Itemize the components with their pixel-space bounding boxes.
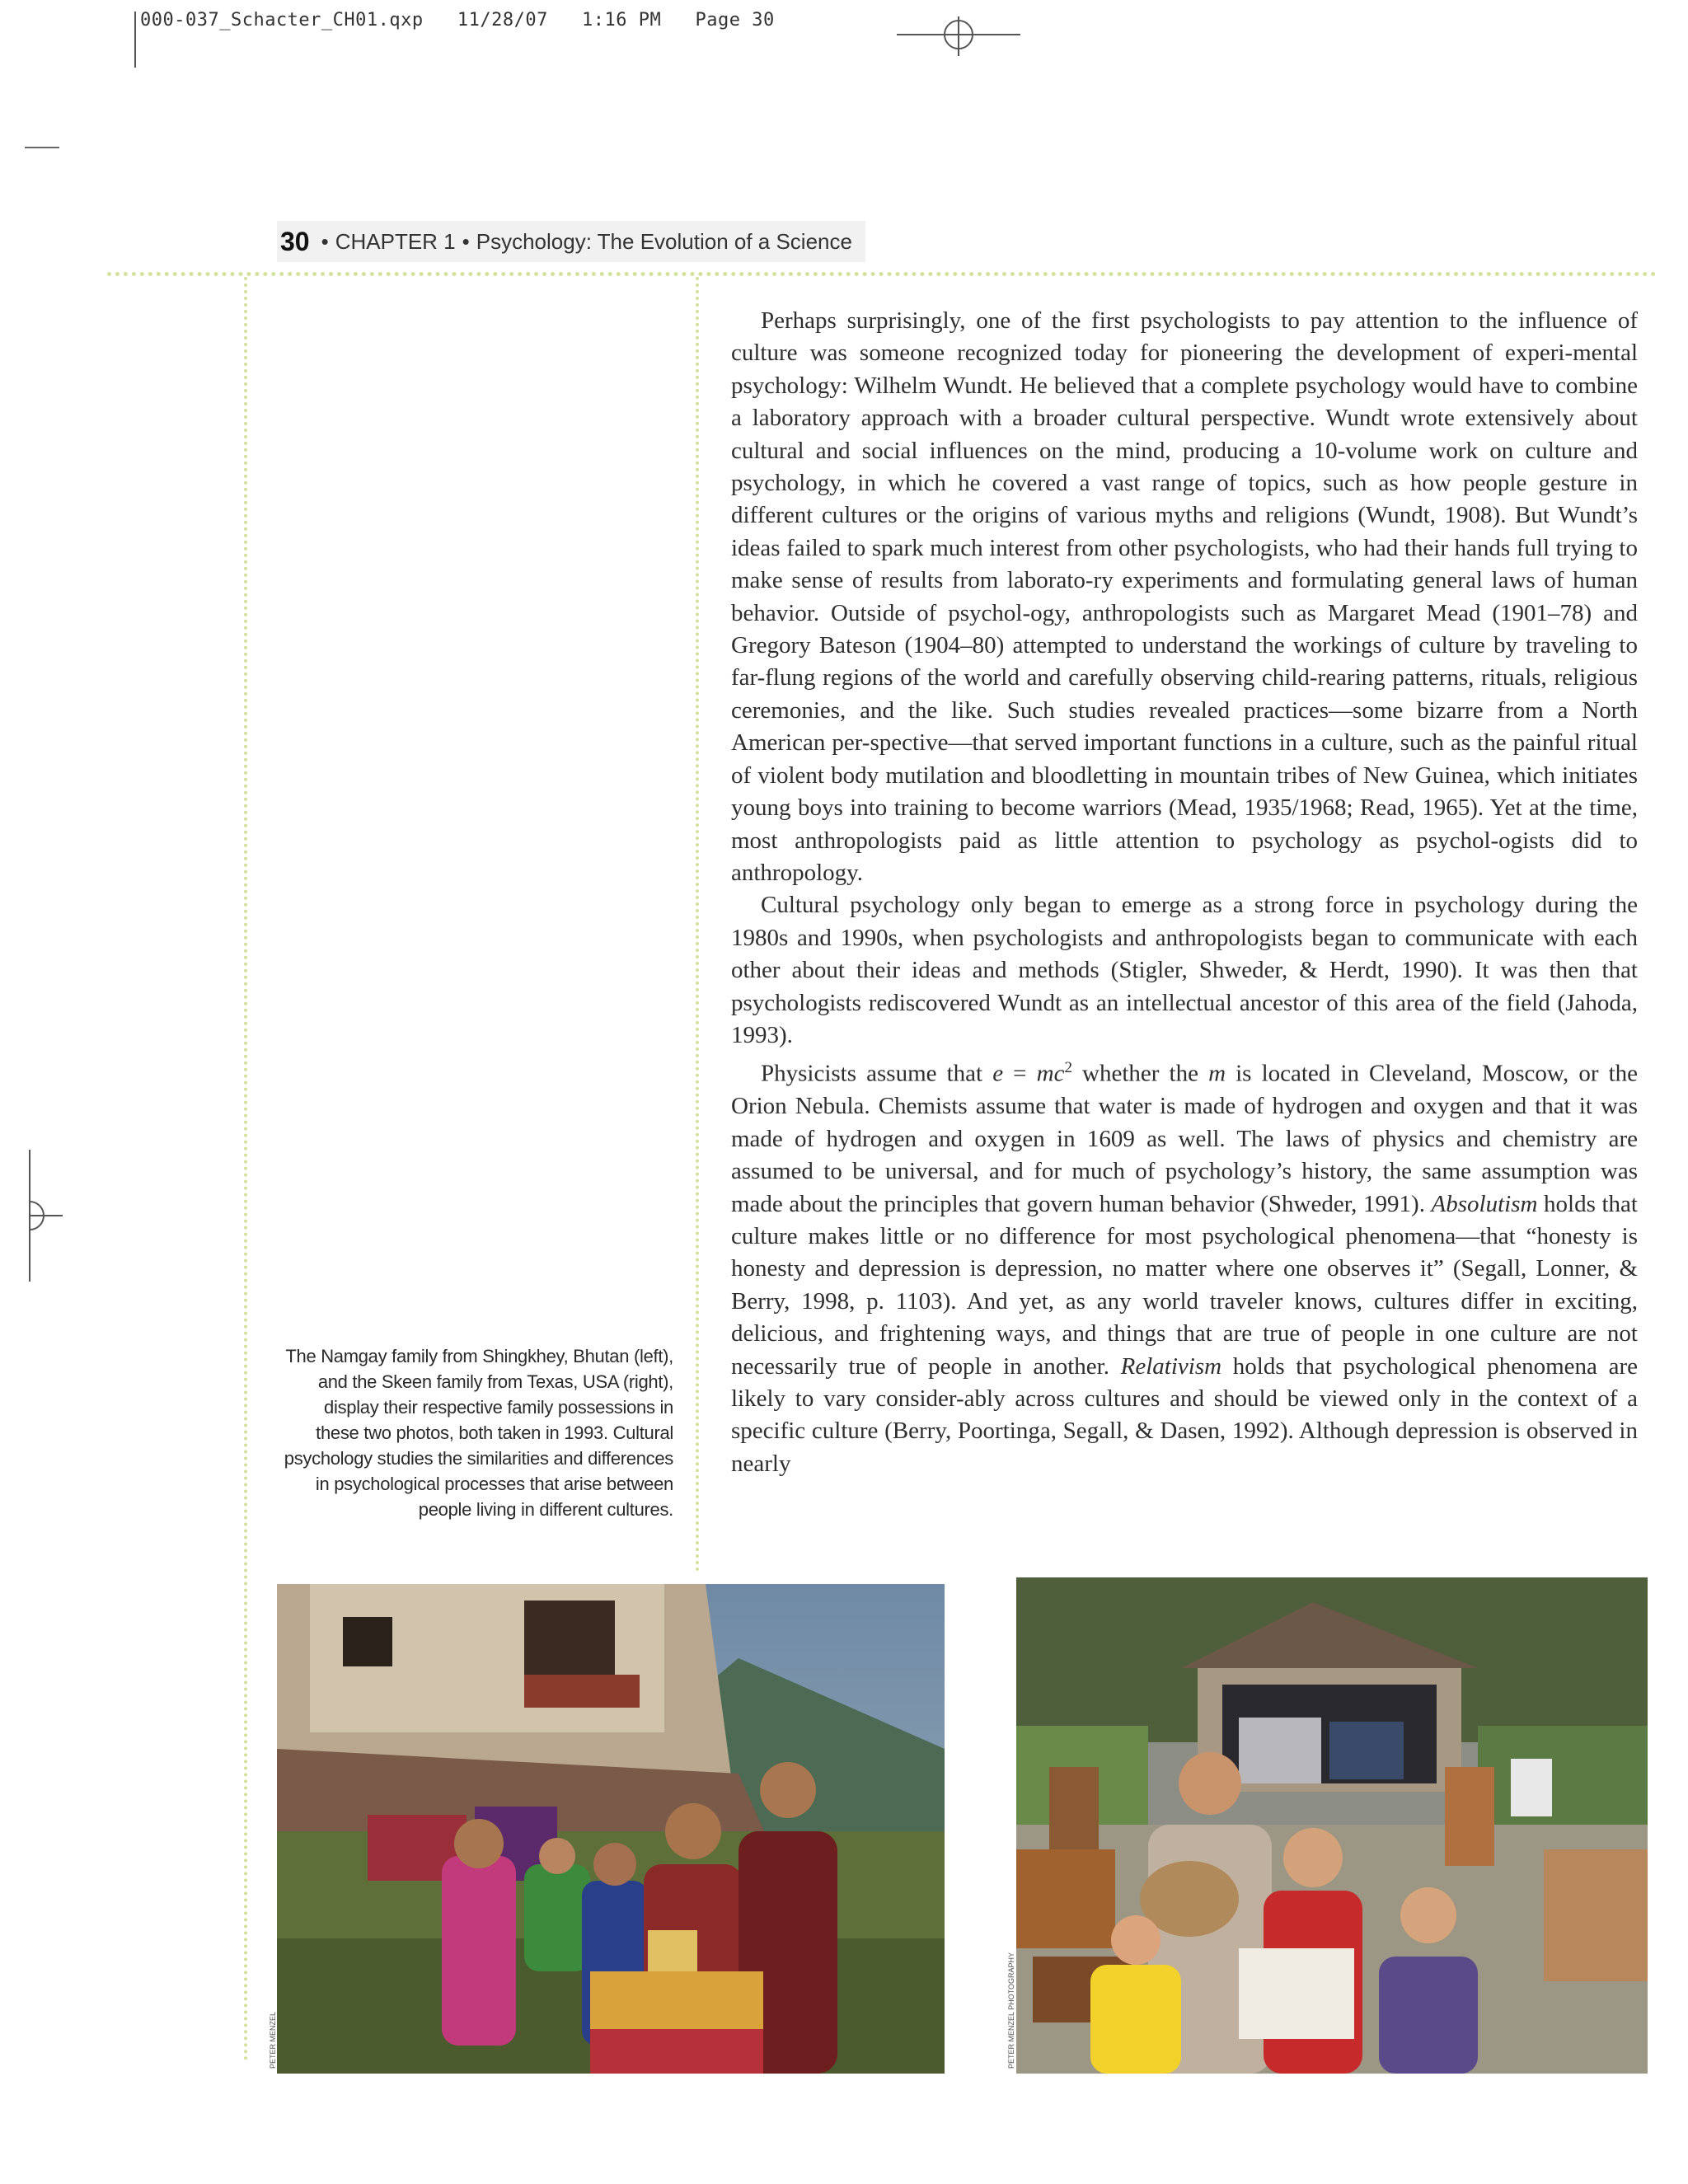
dotted-rule-horizontal xyxy=(107,272,1657,276)
registration-mark-icon xyxy=(16,1150,66,1282)
running-head xyxy=(277,221,865,262)
slug-bar xyxy=(134,12,136,68)
paragraph: Physicists assume that $e = mc^2$ whether the m is located in Cleveland, Moscow, or the Orion Nebula. Chemists assume that water is made of hydrogen and oxygen and that it was made of hydrogen and oxygen in 1609 as well. The laws of physics and chemistry are assumed to be universal, and for much of psychology’s history, the same assumption was made about the principles that govern human behavior (Shweder, 1991). Absolutism holds that culture makes little or no difference for most psychological phenomena—that “honesty is honesty and depression is depression, no matter where one observes it” (Segall, Lonner, & Berry, 1998, p. 1103). And yet, as any world traveler knows, cultures differ in exciting, delicious, and frightening ways, and things that are true of people in one culture are not necessarily true of people in another. Relativism holds that psychological phenomena are likely to vary consider-ably across cultures and should be viewed only in the context of a specific culture (Berry, Poortinga, Segall, & Dasen, 1992). Although depression is observed in nearly xyxy=(731,1059,1638,1477)
bullet-separator: • xyxy=(321,228,329,254)
photo-caption: The Namgay family from Shingkhey, Bhutan (left), and the Skeen family from Texas, USA (right), display their respective family possessions in these two photos, both taken in 1993. Cultural psychology studies the similarities and differences in psychological processes that arise between people living in different cultures. xyxy=(284,1346,673,1520)
paragraph: Cultural psychology only began to emerge as a strong force in psychology during the 1980s and 1990s, when psychologists and anthropologists began to communicate with each other about their ideas and methods (Stigler, Shweder, & Herdt, 1990). It was then that psychologists rediscovered Wundt as an intellectual ancestor of this area of the field (Jahoda, 1993). xyxy=(731,892,1638,1048)
key-term: Absolutism xyxy=(1431,1190,1538,1217)
dotted-rule-vertical xyxy=(244,277,247,2062)
registration-mark-icon xyxy=(897,16,1020,58)
chapter-label: CHAPTER 1 xyxy=(335,228,456,254)
key-term: Relativism xyxy=(1120,1352,1222,1380)
bullet-separator: • xyxy=(462,228,470,254)
body-text xyxy=(731,305,1638,1480)
photo-credit: PETER MENZEL PHOTOGRAPHY xyxy=(1007,1952,1015,2069)
crop-mark xyxy=(25,147,59,148)
dotted-rule-vertical xyxy=(696,277,699,1572)
page-number: 30 xyxy=(280,226,310,256)
print-slug: 000-037_Schacter_CH01.qxp 11/28/07 1:16 PM Page 30 xyxy=(140,10,775,30)
photo-texas-family xyxy=(1016,1577,1648,2074)
chapter-title: Psychology: The Evolution of a Science xyxy=(476,228,852,254)
photo-credit: PETER MENZEL xyxy=(269,2011,277,2069)
photo-bhutan-family xyxy=(277,1584,945,2074)
paragraph: Perhaps surprisingly, one of the first psychologists to pay attention to the influence of culture was someone recognized today for pioneering the development of experi-mental psychology: Wilhelm Wundt. He believed that a complete psychology would have to combine a laboratory approach with a broader cultural perspective. Wundt wrote extensively about cultural and social influences on the mind, producing a 10-volume work on culture and psychology, in which he covered a vast range of topics, such as how people gesture in different cultures or the origins of various myths and religions (Wundt, 1908). But Wundt’s ideas failed to spark much interest from other psychologists, who had their hands full trying to make sense of results from laborato-ry experiments and formulating general laws of human behavior. Outside of psychol-ogy, anthropologists such as Margaret Mead (1901–78) and Gregory Bateson (1904–80) attempted to understand the workings of culture by traveling to far-flung regions of the world and carefully observing child-rearing patterns, rituals, religious ceremonies, and the like. Such studies revealed practices—some bizarre from a North American per-spective—that served important functions in a culture, such as the painful ritual of violent body mutilation and bloodletting in mountain tribes of New Guinea, which initiates young boys into training to become warriors (Mead, 1935/1968; Read, 1965). Yet at the time, most anthropologists paid as little attention to psychology as psychol-ogists did to anthropology. xyxy=(731,307,1638,886)
